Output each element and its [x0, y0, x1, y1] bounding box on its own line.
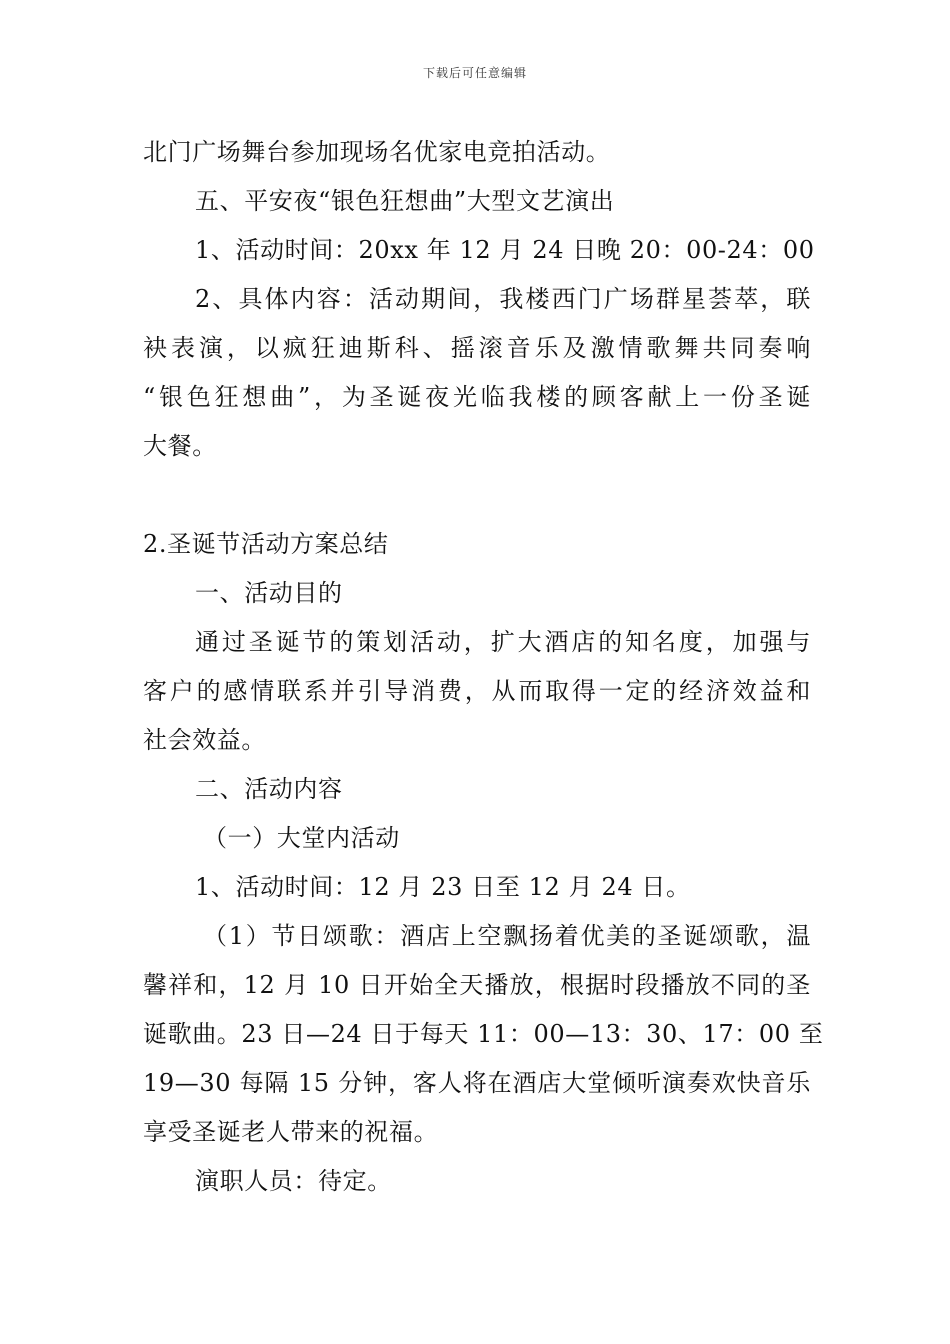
text-line: 享受圣诞老人带来的祝福。	[143, 1118, 439, 1146]
subsection-heading: （一）大堂内活动	[203, 824, 400, 852]
page-header-note: 下载后可任意编辑	[422, 66, 527, 80]
section-heading: 五、平安夜“银色狂想曲”大型文艺演出	[195, 187, 615, 215]
document-title: 2.圣诞节活动方案总结	[143, 530, 389, 558]
text-line: 1、活动时间：12 月 23 日至 12 月 24 日。	[195, 873, 691, 901]
text-line: 袂表演，以疯狂迪斯科、摇滚音乐及激情歌舞共同奏响	[143, 334, 811, 362]
text-line: 19—30 每隔 15 分钟，客人将在酒店大堂倾听演奏欢快音乐	[143, 1069, 811, 1097]
document-body	[143, 128, 824, 1206]
text-line: 通过圣诞节的策划活动，扩大酒店的知名度，加强与	[195, 628, 811, 656]
text-line: 2、具体内容：活动期间，我楼西门广场群星荟萃，联	[195, 285, 811, 313]
text-line: 馨祥和，12 月 10 日开始全天播放，根据时段播放不同的圣	[143, 971, 811, 999]
text-line: 1、活动时间：20xx 年 12 月 24 日晚 20：00-24：00	[195, 236, 815, 264]
text-line: 大餐。	[143, 432, 217, 460]
text-line: 北门广场舞台参加现场名优家电竞拍活动。	[143, 138, 611, 166]
text-line: 诞歌曲。23 日—24 日于每天 11：00—13：30、17：00 至	[143, 1020, 824, 1048]
section-heading: 二、活动内容	[195, 775, 343, 803]
blank-line	[143, 471, 811, 520]
text-line: “银色狂想曲”，为圣诞夜光临我楼的顾客献上一份圣诞	[143, 383, 811, 411]
text-line: （1）节日颂歌：酒店上空飘扬着优美的圣诞颂歌，温	[203, 922, 811, 950]
text-line: 社会效益。	[143, 726, 266, 754]
section-heading: 一、活动目的	[195, 579, 343, 607]
text-line: 演职人员：待定。	[195, 1167, 392, 1195]
text-line: 客户的感情联系并引导消费，从而取得一定的经济效益和	[143, 677, 811, 705]
